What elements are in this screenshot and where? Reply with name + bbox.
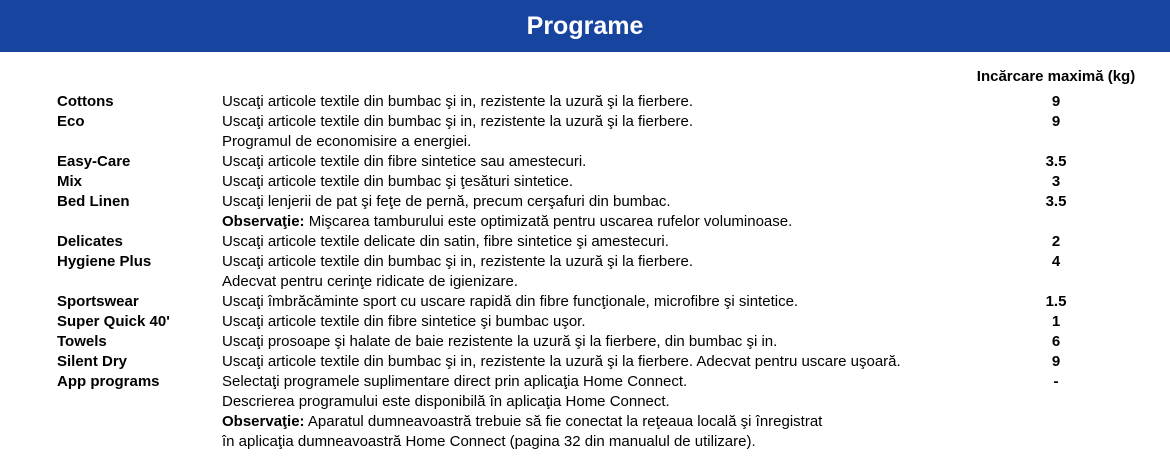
program-description <box>222 112 1012 152</box>
program-load-cell <box>1012 332 1100 352</box>
program-load: 9 <box>1051 353 1061 370</box>
program-description <box>222 312 1012 332</box>
program-description <box>222 252 1012 292</box>
description-line <box>222 332 1012 352</box>
program-name: Hygiene Plus <box>57 253 152 270</box>
description-line <box>222 232 1012 252</box>
program-load: 6 <box>1051 333 1061 350</box>
program-load: 9 <box>1051 93 1061 110</box>
program-load-cell <box>1012 112 1100 132</box>
description-line <box>222 272 1012 292</box>
description-text: în aplicaţia dumneavoastră Home Connect (pagina 32 din manualul de utilizare). <box>222 433 756 450</box>
program-description <box>222 232 1012 252</box>
program-load: 1.5 <box>1045 293 1067 310</box>
table-row <box>57 312 1170 332</box>
description-line <box>222 132 1012 152</box>
description-line <box>222 372 1012 392</box>
program-load: - <box>1053 373 1059 390</box>
table-row <box>57 112 1170 152</box>
table-row <box>57 152 1170 172</box>
program-name: Sportswear <box>57 293 139 310</box>
programs-table-body <box>57 92 1170 452</box>
load-column-header-cell <box>976 67 1136 87</box>
program-load: 1 <box>1051 313 1061 330</box>
table-row <box>57 252 1170 292</box>
description-text: Uscaţi articole textile din fibre sintetice şi bumbac uşor. <box>222 313 586 330</box>
description-text: Mişcarea tamburului este optimizată pentru uscarea rufelor voluminoase. <box>304 213 793 230</box>
description-line <box>222 92 1012 112</box>
description-text: Descrierea programului este disponibilă în aplicaţia Home Connect. <box>222 393 670 410</box>
description-text: Aparatul dumneavoastră trebuie să fie conectat la reţeaua locală şi înregistrat <box>304 413 823 430</box>
program-load-cell <box>1012 252 1100 272</box>
description-line <box>222 352 1012 372</box>
program-load-cell <box>1012 152 1100 172</box>
table-row <box>57 192 1170 232</box>
table-row <box>57 372 1170 452</box>
program-load: 3 <box>1051 173 1061 190</box>
description-line <box>222 412 1012 432</box>
description-text: Adecvat pentru cerinţe ridicate de igienizare. <box>222 273 519 290</box>
program-load-cell <box>1012 372 1100 392</box>
table-header-row <box>57 67 1170 87</box>
program-load: 4 <box>1051 253 1061 270</box>
description-text: Uscaţi articole textile din bumbac şi in, rezistente la uzură şi la fierbere. <box>222 113 694 130</box>
program-name: Easy-Care <box>57 153 131 170</box>
program-load-cell <box>1012 312 1100 332</box>
program-description <box>222 192 1012 232</box>
description-text: Selectaţi programele suplimentare direct prin aplicaţia Home Connect. <box>222 373 688 390</box>
table-row <box>57 172 1170 192</box>
program-name: App programs <box>57 373 160 390</box>
program-description <box>222 352 1012 372</box>
description-text: Uscaţi articole textile din bumbac şi in, rezistente la uzură şi la fierbere. <box>222 253 694 270</box>
description-text: Uscaţi articole textile delicate din satin, fibre sintetice şi amestecuri. <box>222 233 669 250</box>
table-row <box>57 92 1170 112</box>
programs-table <box>0 52 1170 452</box>
program-load-cell <box>1012 292 1100 312</box>
description-text: Uscaţi articole textile din bumbac şi in, rezistente la uzură şi la fierbere. <box>222 93 694 110</box>
description-line <box>222 312 1012 332</box>
program-name: Eco <box>57 113 85 130</box>
description-line <box>222 192 1012 212</box>
program-load-cell <box>1012 172 1100 192</box>
program-description <box>222 172 1012 192</box>
program-load: 2 <box>1051 233 1061 250</box>
program-description <box>222 152 1012 172</box>
table-row <box>57 352 1170 372</box>
load-column-header: Incărcare maximă (kg) <box>976 68 1136 85</box>
program-description <box>222 332 1012 352</box>
page-title: Programe <box>526 11 644 40</box>
description-text: Uscaţi prosoape şi halate de baie rezistente la uzură şi la fierbere, din bumbac şi in. <box>222 333 778 350</box>
description-text: Uscaţi articole textile din fibre sintetice sau amestecuri. <box>222 153 587 170</box>
program-load-cell <box>1012 92 1100 112</box>
description-line <box>222 252 1012 272</box>
note-label: Observaţie: <box>222 213 305 230</box>
description-line <box>222 172 1012 192</box>
program-load: 3.5 <box>1045 153 1067 170</box>
program-name: Cottons <box>57 93 114 110</box>
program-load: 9 <box>1051 113 1061 130</box>
program-load-cell <box>1012 232 1100 252</box>
program-description <box>222 292 1012 312</box>
program-load: 3.5 <box>1045 193 1067 210</box>
description-text: Uscaţi articole textile din bumbac şi in, rezistente la uzură şi la fierbere. Adecvat pentru uscare uşoară. <box>222 353 901 370</box>
description-line <box>222 292 1012 312</box>
table-row <box>57 292 1170 312</box>
description-text: Uscaţi lenjerii de pat şi feţe de pernă, precum cerşafuri din bumbac. <box>222 193 671 210</box>
description-line <box>222 392 1012 412</box>
note-label: Observaţie: <box>222 413 305 430</box>
program-name: Towels <box>57 333 107 350</box>
program-name: Bed Linen <box>57 193 130 210</box>
program-name: Silent Dry <box>57 353 128 370</box>
description-text: Uscaţi îmbrăcăminte sport cu uscare rapidă din fibre funcţionale, microfibre şi sintetice. <box>222 293 799 310</box>
program-description <box>222 372 1012 452</box>
program-load-cell <box>1012 352 1100 372</box>
title-bar <box>0 0 1170 52</box>
description-line <box>222 152 1012 172</box>
description-line <box>222 212 1012 232</box>
table-row <box>57 232 1170 252</box>
program-name: Mix <box>57 173 83 190</box>
table-row <box>57 332 1170 352</box>
description-text: Uscaţi articole textile din bumbac şi ţesături sintetice. <box>222 173 573 190</box>
program-name: Delicates <box>57 233 123 250</box>
program-description <box>222 92 1012 112</box>
program-name: Super Quick 40' <box>57 313 170 330</box>
description-line <box>222 112 1012 132</box>
description-line <box>222 432 1012 452</box>
description-text: Programul de economisire a energiei. <box>222 133 472 150</box>
program-load-cell <box>1012 192 1100 212</box>
